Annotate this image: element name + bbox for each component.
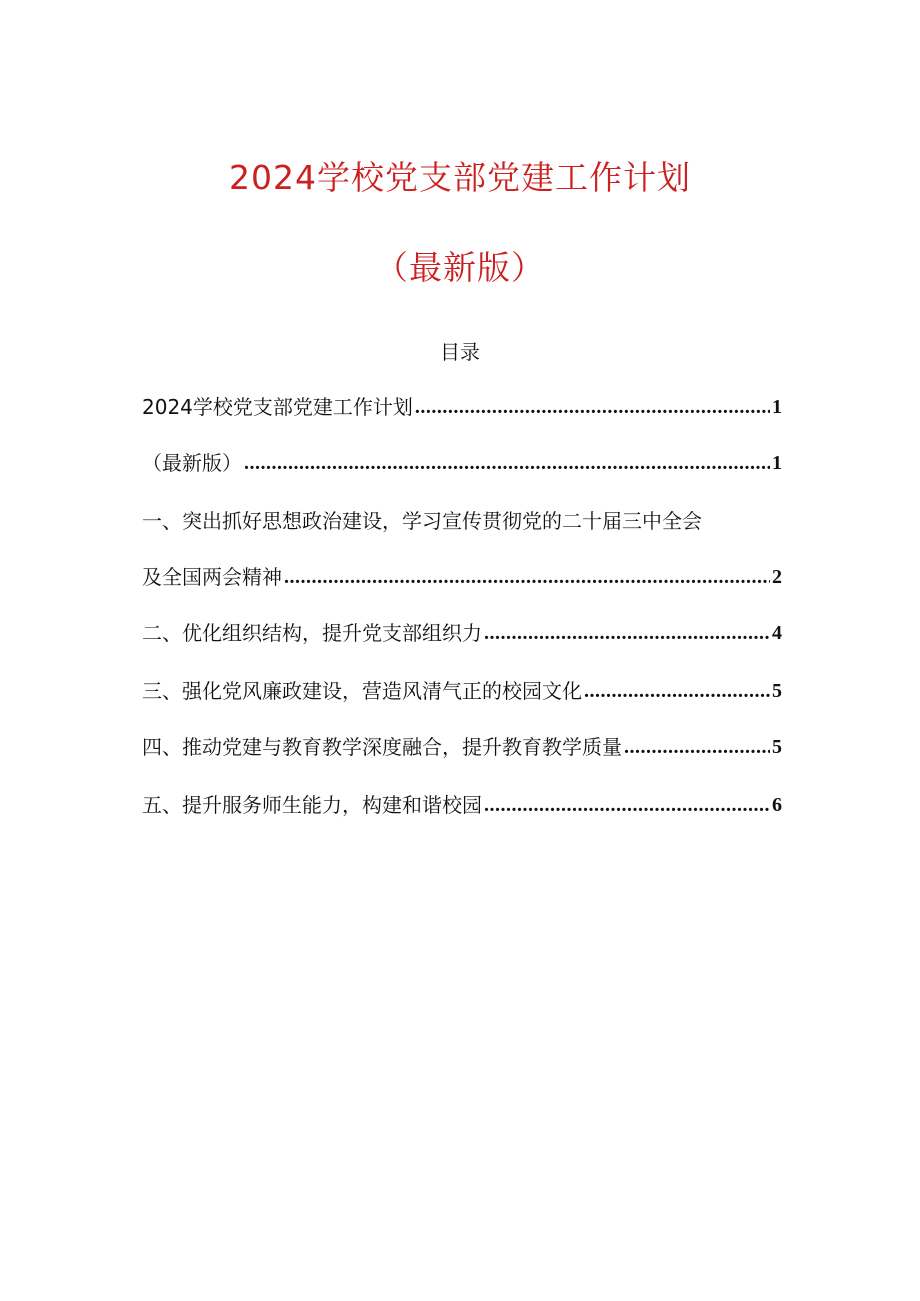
toc-leader-dots [584,676,770,706]
toc-page-number: 6 [772,794,782,816]
toc-entry-subtitle[interactable] [142,448,782,478]
toc-entry-section-3[interactable] [142,676,782,706]
toc-entry-text: （最新版） [142,451,242,475]
toc-entry-text: 及全国两会精神 [142,565,282,589]
document-title: 2024学校党支部党建工作计划 [229,158,691,197]
toc-page-number: 5 [772,736,782,758]
document-subtitle: （最新版） [375,248,545,287]
toc-entry-section-1-line1[interactable]: 一、突出抓好思想政治建设，学习宣传贯彻党的二十届三中全会 [142,509,702,533]
toc-page-number: 4 [772,622,782,644]
toc-entry-section-2[interactable] [142,618,782,648]
toc-entry-text: 四、推动党建与教育教学深度融合，提升教育教学质量 [142,735,622,759]
toc-heading: 目录 [440,340,480,364]
toc-entry-text: 2024学校党支部党建工作计划 [142,395,413,419]
toc-entry-text: 五、提升服务师生能力，构建和谐校园 [142,793,482,817]
toc-leader-dots [484,618,770,648]
toc-page-number: 2 [772,566,782,588]
toc-leader-dots [484,790,770,820]
toc-entry-section-5[interactable] [142,790,782,820]
toc-page-number: 1 [772,452,782,474]
toc-entry-text: 二、优化组织结构，提升党支部组织力 [142,621,482,645]
toc-entry-section-4[interactable] [142,732,782,762]
toc-page-number: 1 [772,396,782,418]
toc-leader-dots [284,562,770,592]
toc-entry-section-1[interactable] [142,562,782,592]
toc-entry-text: 三、强化党风廉政建设，营造风清气正的校园文化 [142,679,582,703]
toc-leader-dots [624,732,770,762]
toc-leader-dots [244,448,770,478]
toc-leader-dots [415,392,770,422]
toc-entry-title[interactable] [142,392,782,422]
toc-page-number: 5 [772,680,782,702]
